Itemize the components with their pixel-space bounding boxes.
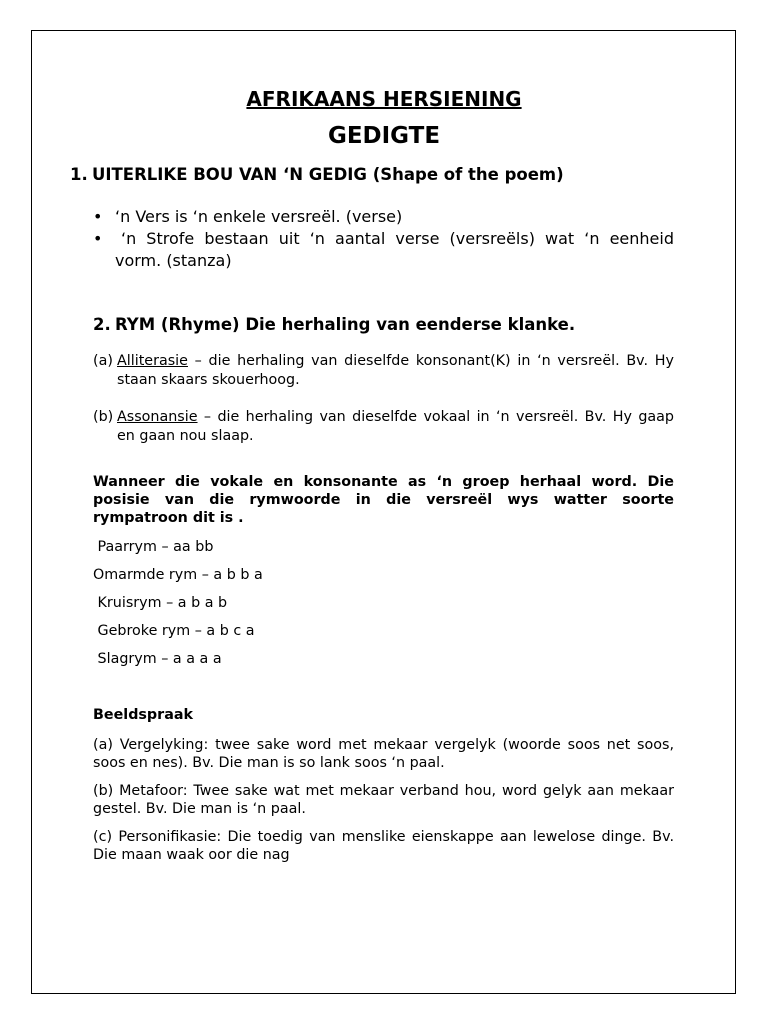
section1-heading-text: UITERLIKE BOU VAN ‘N GEDIG (Shape of the poem) <box>92 165 564 184</box>
rhyme-pattern: Slagrym – a a a a <box>93 651 222 667</box>
section1-number: 1. <box>70 165 88 184</box>
list-item <box>93 228 674 272</box>
term-assonansie: Assonansie <box>117 409 198 425</box>
item-label: (a) <box>93 353 113 369</box>
bullet-icon: • <box>93 229 103 248</box>
item-label: (b) <box>93 409 114 425</box>
rhyme-pattern: Gebroke rym – a b c a <box>93 623 255 639</box>
section2-number: 2. <box>93 315 111 334</box>
rhyme-note: Wanneer die vokale en konsonante as ‘n groep herhaal word. Die posisie van die rymwoorde in die versreël wys watter soorte rympatroon dit is . <box>93 474 674 526</box>
bullet-icon: • <box>93 207 103 226</box>
beeldspraak-heading: Beeldspraak <box>93 707 194 723</box>
bullet-text: ‘n Strofe bestaan uit ‘n aantal verse (versreëls) wat ‘n eenheid vorm. (stanza) <box>115 229 674 270</box>
item-text: – die herhaling van dieselfde konsonant(K) in ‘n versreël. Bv. Hy staan skaars skouerhoog. <box>117 353 674 388</box>
list-item <box>93 408 674 446</box>
list-item: (b) Metafoor: Twee sake wat met mekaar verband hou, word gelyk aan mekaar gestel. Bv. Die man is ‘n paal. <box>93 783 674 817</box>
list-item: (c) Personifikasie: Die toedig van menslike eienskappe aan lewelose dinge. Bv. Die maan waak oor die nag <box>93 829 674 863</box>
rhyme-pattern: Paarrym – aa bb <box>93 539 214 555</box>
bullet-text: ‘n Vers is ‘n enkele versreël. (verse) <box>115 207 403 226</box>
list-item <box>93 206 674 228</box>
section1-heading <box>70 165 564 184</box>
term-alliterasie: Alliterasie <box>117 353 188 369</box>
rhyme-pattern: Kruisrym – a b a b <box>93 595 228 611</box>
list-item <box>93 352 674 390</box>
list-item: (a) Vergelyking: twee sake word met mekaar vergelyk (woorde soos net soos, soos en nes). Bv. Die man is so lank soos ‘n paal. <box>93 737 674 771</box>
document-subtitle: GEDIGTE <box>327 123 441 149</box>
section2-heading <box>93 315 575 334</box>
document-title: AFRIKAANS HERSIENING <box>246 87 522 111</box>
item-text: – die herhaling van dieselfde vokaal in ‘n versreël. Bv. Hy gaap en gaan nou slaap. <box>117 409 674 444</box>
rhyme-pattern: Omarmde rym – a b b a <box>93 567 263 583</box>
section2-heading-text: RYM (Rhyme) Die herhaling van eenderse klanke. <box>115 315 576 334</box>
